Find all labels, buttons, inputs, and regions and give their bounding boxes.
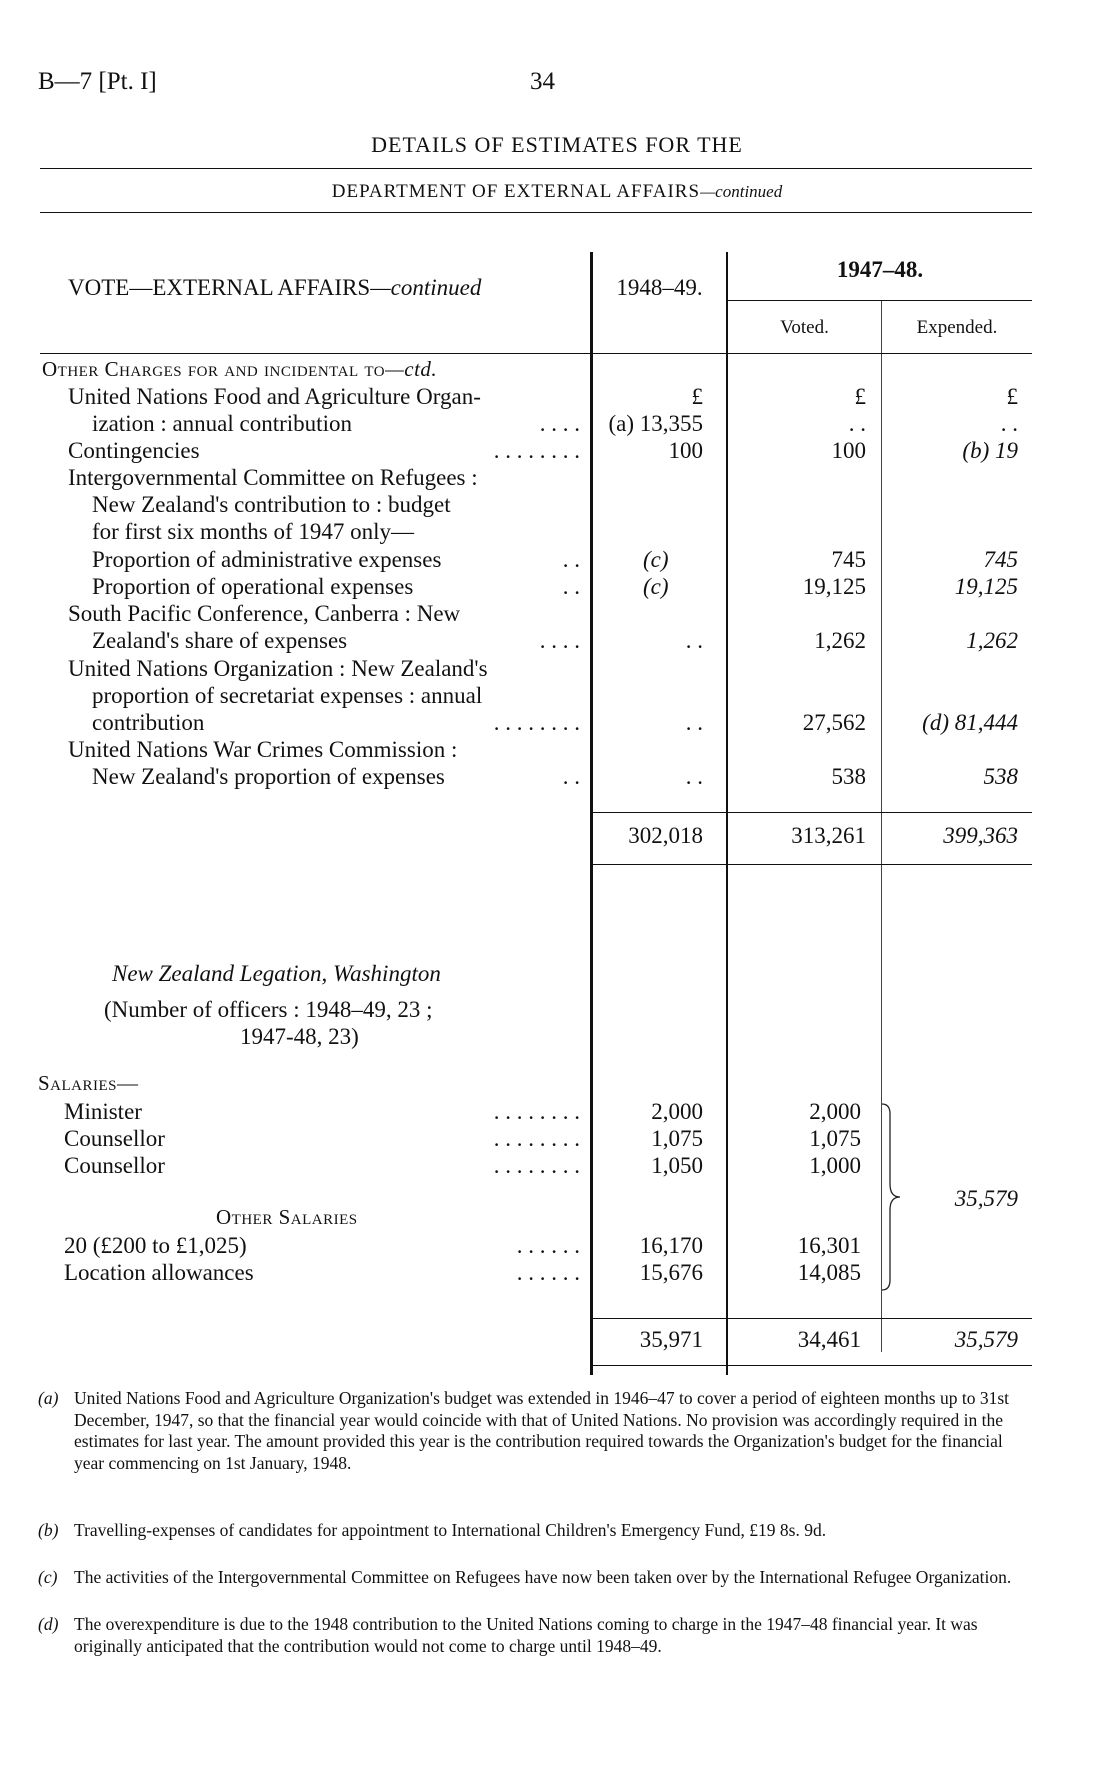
row-operational-1948: (c) [643, 574, 669, 599]
row-spc-1948: . . [685, 628, 703, 653]
total-1948: 302,018 [628, 823, 703, 848]
row-icr-label-line3: for first six months of 1947 only— [92, 519, 414, 544]
column-header-expended: Expended. [916, 317, 998, 338]
row-wcc-label-line1: United Nations War Crimes Commission : [68, 737, 458, 762]
salary-minister-label: Minister [64, 1099, 142, 1124]
row-wcc-dots: . . [562, 764, 580, 789]
total-voted: 313,261 [791, 823, 866, 848]
salary-minister-dots: . . . . . . . . [493, 1099, 580, 1124]
salary-counsellor-1-voted: 1,075 [809, 1126, 861, 1151]
subtitle-rule [40, 212, 1032, 213]
row-operational-dots: . . [562, 574, 580, 599]
salary-other-20-voted: 16,301 [797, 1233, 861, 1258]
footnote-d [38, 1614, 1033, 1657]
page-title: DETAILS OF ESTIMATES FOR THE [371, 132, 743, 157]
row-admin-label: Proportion of administrative expenses [92, 547, 442, 572]
row-fao-dots: . . . . [539, 411, 580, 436]
row-fao-label-line2: ization : annual contribution [92, 411, 352, 436]
column-header-voted: Voted. [780, 317, 829, 338]
pound-sign-expended: £ [1006, 384, 1018, 409]
row-icr-label-line2: New Zealand's contribution to : budget [92, 492, 451, 517]
row-wcc-label-line2: New Zealand's proportion of expenses [92, 764, 445, 789]
row-spc-expended: 1,262 [966, 628, 1018, 653]
row-contingencies-label: Contingencies [68, 438, 200, 463]
subtotal-rule-1 [590, 812, 1032, 813]
row-wcc-1948: . . [685, 764, 703, 789]
row-icr-label-line1: Intergovernmental Committee on Refugees : [68, 465, 478, 490]
legation-total-1948: 35,971 [639, 1327, 703, 1352]
page-number: 34 [530, 68, 555, 95]
salary-other-20-1948: 16,170 [639, 1233, 703, 1258]
total-expended: 399,363 [943, 823, 1018, 848]
location-allowances-1948: 15,676 [639, 1260, 703, 1285]
row-admin-expended: 745 [983, 547, 1018, 572]
row-spc-label-line1: South Pacific Conference, Canberra : New [68, 601, 461, 626]
legation-total-expended: 35,579 [954, 1327, 1018, 1352]
other-salaries-heading: Other Salaries [216, 1205, 358, 1229]
header-bottom-rule [40, 353, 1032, 354]
salary-counsellor-1-label: Counsellor [64, 1126, 165, 1151]
pound-sign-voted: £ [854, 384, 866, 409]
row-spc-label-line2: Zealand's share of expenses [92, 628, 348, 653]
footnote-b-label: (b) [38, 1520, 59, 1540]
footnote-c-label: (c) [38, 1567, 58, 1587]
row-wcc-expended: 538 [983, 764, 1018, 789]
row-operational-expended: 19,125 [954, 574, 1018, 599]
total-rule-2 [590, 1365, 1032, 1366]
vote-title: VOTE—EXTERNAL AFFAIRS—continued [68, 275, 482, 300]
row-contingencies-expended: (b) 19 [962, 438, 1018, 463]
row-operational-voted: 19,125 [802, 574, 866, 599]
row-fao-expended: . . [1000, 411, 1018, 436]
row-fao-1948: (a) 13,355 [608, 411, 703, 436]
footnote-b [38, 1520, 1033, 1542]
row-uno-voted: 27,562 [802, 710, 866, 735]
row-fao-label-line1: United Nations Food and Agriculture Organ- [68, 384, 481, 409]
row-uno-dots: . . . . . . . . [493, 710, 580, 735]
footnote-a-text: United Nations Food and Agriculture Organization's budget was extended in 1946–47 to cover a period of eighteen months up to 31st December, 1947, so that the financial year would coincide with that of United Nations. No provision was accordingly required in the estimates for last year. The amount provided this year is the contribution required towards the Organization's budget for the financial year commencing on 1st January, 1948. [74, 1388, 1010, 1473]
footnote-c-text: The activities of the Intergovernmental Committee on Refugees have now been taken over by the International Refugee Organization. [74, 1567, 1012, 1587]
column-header-1948-49: 1948–49. [616, 275, 703, 300]
salary-counsellor-2-voted: 1,000 [809, 1153, 861, 1178]
legation-total-voted: 34,461 [797, 1327, 861, 1352]
location-allowances-voted: 14,085 [797, 1260, 861, 1285]
section-heading: Other Charges for and incidental to—ctd. [42, 357, 438, 381]
salary-counsellor-2-label: Counsellor [64, 1153, 165, 1178]
row-admin-dots: . . [562, 547, 580, 572]
total-rule-1 [590, 864, 1032, 865]
column-header-1947-48: 1947–48. [836, 257, 924, 282]
row-uno-expended: (d) 81,444 [922, 710, 1018, 735]
row-fao-voted: . . [848, 411, 866, 436]
footnote-a [38, 1388, 1033, 1474]
salary-other-20-dots: . . . . . . [516, 1233, 580, 1258]
row-contingencies-dots: . . . . . . . . [493, 438, 580, 463]
title-rule [40, 168, 1032, 169]
salary-counsellor-2-1948: 1,050 [651, 1153, 703, 1178]
row-wcc-voted: 538 [831, 764, 866, 789]
page-subtitle: DEPARTMENT OF EXTERNAL AFFAIRS—continued [331, 181, 783, 202]
footnote-d-label: (d) [38, 1614, 59, 1634]
row-spc-voted: 1,262 [814, 628, 866, 653]
page-reference: B—7 [Pt. I] [38, 68, 157, 95]
legation-officers-line1: (Number of officers : 1948–49, 23 ; [104, 997, 433, 1022]
salaries-heading: Salaries— [38, 1071, 139, 1095]
subtotal-rule-2 [590, 1318, 1032, 1319]
salary-minister-1948: 2,000 [651, 1099, 703, 1124]
legation-officers-line2: 1947-48, 23) [240, 1024, 359, 1049]
pound-sign-1948: £ [691, 384, 703, 409]
row-contingencies-1948: 100 [668, 438, 703, 463]
row-admin-1948: (c) [643, 547, 669, 572]
row-uno-label-line1: United Nations Organization : New Zealand's [68, 656, 488, 681]
salary-counsellor-1-dots: . . . . . . . . [493, 1126, 580, 1151]
location-allowances-label: Location allowances [64, 1260, 254, 1285]
row-uno-label-line3: contribution [92, 710, 205, 735]
footnote-b-text: Travelling-expenses of candidates for appointment to International Children's Emergency Fund, £19 8s. 9d. [74, 1520, 827, 1540]
footnote-c [38, 1567, 1033, 1589]
legation-title: New Zealand Legation, Washington [112, 961, 441, 986]
row-contingencies-voted: 100 [831, 438, 866, 463]
header-split-rule [726, 300, 1032, 301]
bracket-expended-total: 35,579 [954, 1186, 1018, 1211]
salary-counsellor-2-dots: . . . . . . . . [493, 1153, 580, 1178]
footnote-a-label: (a) [38, 1388, 59, 1408]
salary-other-20-label: 20 (£200 to £1,025) [64, 1233, 247, 1258]
location-allowances-dots: . . . . . . [516, 1260, 580, 1285]
row-uno-label-line2: proportion of secretariat expenses : annual [92, 683, 483, 708]
row-admin-voted: 745 [831, 547, 866, 572]
salary-minister-voted: 2,000 [809, 1099, 861, 1124]
row-spc-dots: . . . . [539, 628, 580, 653]
row-operational-label: Proportion of operational expenses [92, 574, 414, 599]
row-uno-1948: . . [685, 710, 703, 735]
footnote-d-text: The overexpenditure is due to the 1948 contribution to the United Nations coming to charge in the 1947–48 financial year. It was originally anticipated that the contribution would not come to charge until 1948–49. [74, 1614, 978, 1656]
salary-counsellor-1-1948: 1,075 [651, 1126, 703, 1151]
